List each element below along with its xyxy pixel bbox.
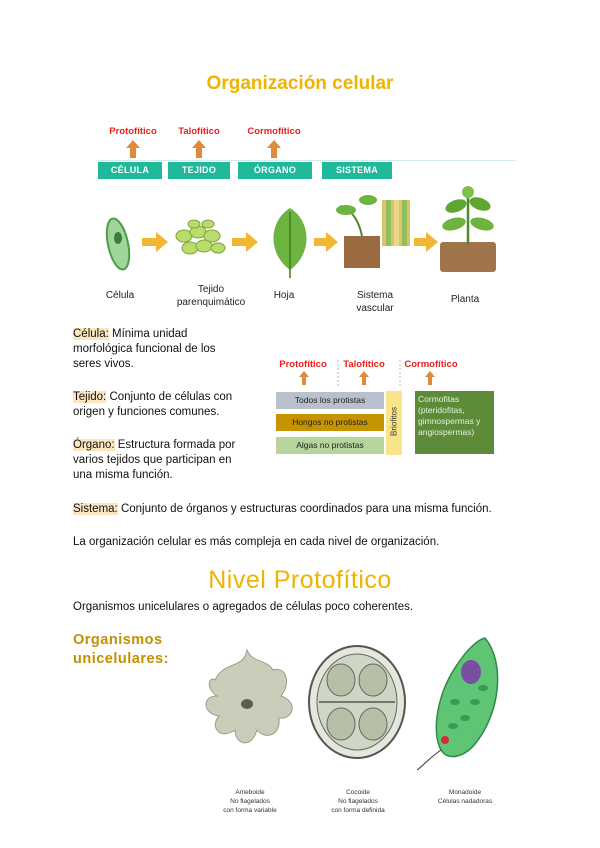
cocoid-image [305,640,410,770]
caption-hoja: Hoja [273,290,295,301]
definition-organo: Órgano: Estructura formada por varios tejidos que participan en una misma función. [73,439,236,481]
class-arrows [270,358,470,388]
caption-celula: Célula [105,290,135,301]
up-arrows [0,138,600,160]
box-celula: CÉLULA [98,162,162,179]
cell-image [103,216,133,271]
vascular-system-image [336,195,410,268]
row-algas: Algas no protistas [276,437,384,454]
caption-sistema: Sistema [356,290,394,301]
caption-tejido: Tejido [197,284,225,295]
section-intro: Organismos unicelulares o agregados de células poco coherentes. [73,601,414,613]
monadoid-image [415,632,515,772]
term-sistema: Sistema: [73,503,118,515]
row-hongos: Hongos no protistas [276,414,384,431]
leaf-image [274,208,307,278]
term-celula: Célula: [73,328,109,340]
box-tejido: TEJIDO [168,162,230,179]
organization-illustration [90,186,510,286]
briofitos-label: Briofitos [389,407,399,436]
caption-monadoide: Monadoide Células nadadoras [437,789,493,805]
up-arrow-icon [299,371,309,385]
divider [98,160,516,161]
label-cormofitico: Cormofítico [247,126,301,137]
up-arrow-icon [126,140,140,158]
right-arrow-icon [232,232,258,252]
label-protofitico: Protofítico [109,126,157,137]
label-talofitico: Talofítico [178,126,220,137]
caption-ameboide: Ameboide No flagelados con forma variable [223,789,277,814]
cormofitas-box: Cormofitas (pteridofitas, gimnospermas y angiospermas) [415,391,494,454]
row-todos-protistas: Todos los protistas [276,392,384,409]
class-header-protofitico: Protofítico [279,359,327,370]
briofitos-box [386,391,402,455]
caption-vascular: vascular [356,303,394,314]
up-arrow-icon [359,371,369,385]
definition-tejido: Tejido: Conjunto de células con origen y funciones comunes. [73,391,233,418]
right-arrow-icon [314,232,338,252]
tissue-image [176,220,225,254]
ameboid-image [195,640,310,770]
up-arrow-icon [425,371,435,385]
section-title-protofitico: Nivel Protofítico [208,566,392,594]
class-header-talofitico: Talofítico [343,359,385,370]
caption-planta: Planta [450,294,480,305]
subtitle-unicelulares: Organismos unicelulares: [73,632,169,667]
summary-text: La organización celular es más compleja en cada nivel de organización. [73,536,440,548]
caption-cocoide: Cocoide No flagelados con forma definida [331,789,385,814]
caption-parenquimatico: parenquimático [176,297,246,308]
box-sistema: SISTEMA [322,162,392,179]
right-arrow-icon [142,232,168,252]
term-organo: Órgano: [73,439,115,451]
term-tejido: Tejido: [73,391,107,403]
class-header-cormofitico: Cormofítico [404,359,458,370]
box-organo: ÓRGANO [238,162,312,179]
plant-image [440,186,496,272]
definition-sistema: Sistema: Conjunto de órganos y estructuras coordinados para una misma función. [73,503,492,515]
definition-celula: Célula: Mínima unidad morfológica funcional de los seres vivos. [73,328,216,370]
right-arrow-icon [414,232,438,252]
up-arrow-icon [192,140,206,158]
page-title: Organización celular [206,73,394,94]
up-arrow-icon [267,140,281,158]
